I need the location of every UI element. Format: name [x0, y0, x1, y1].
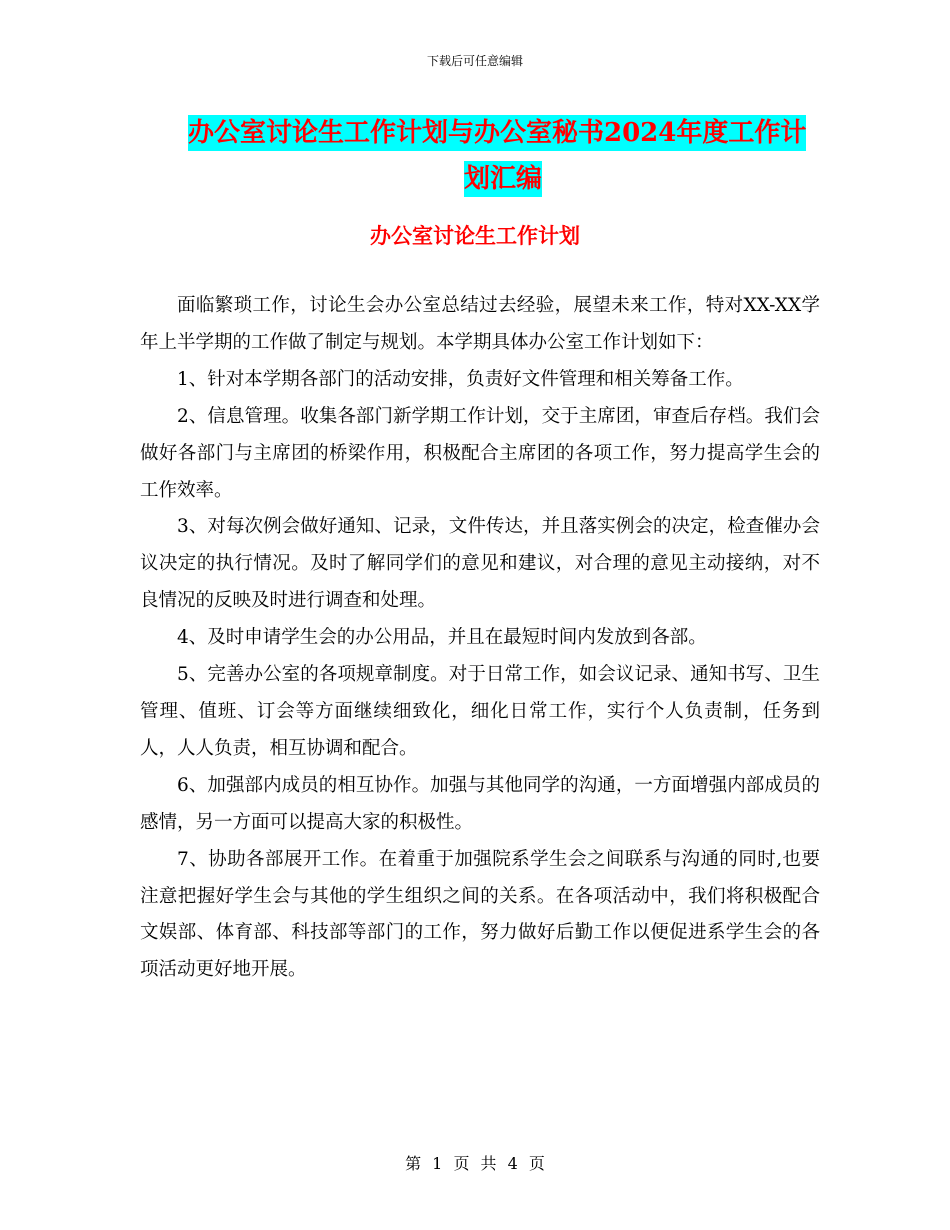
section-heading: 办公室讨论生工作计划 — [370, 223, 580, 248]
paragraph-item-6: 6、加强部内成员的相互协作。加强与其他同学的沟通，一方面增强内部成员的感情，另一方面可以提高大家的积极性。 — [140, 774, 820, 833]
paragraph-item-2: 2、信息管理。收集各部门新学期工作计划，交于主席团，审查后存档。我们会做好各部门与主席团的桥梁作用，积极配合主席团的各项工作，努力提高学生会的工作效率。 — [140, 405, 820, 501]
document-title-line-2 — [188, 156, 818, 202]
document-body — [140, 288, 820, 989]
paragraph-item-1: 1、针对本学期各部门的活动安排，负责好文件管理和相关筹备工作。 — [177, 368, 744, 390]
paragraph-item-7: 7、协助各部展开工作。在着重于加强院系学生会之间联系与沟通的同时,也要注意把握好学生会与其他的学生组织之间的关系。在各项活动中，我们将积极配合文娱部、体育部、科技部等部门的工作，努力做好后勤工作以便促进系学生会的各项活动更好地开展。 — [140, 848, 820, 981]
document-title-line-1 — [188, 110, 818, 156]
title-highlight: 办公室讨论生工作计划与办公室秘书2024年度工作计 — [188, 115, 806, 151]
paragraph-item-3: 3、对每次例会做好通知、记录，文件传达，并且落实例会的决定，检查催办会议决定的执行情况。及时了解同学们的意见和建议，对合理的意见主动接纳，对不良情况的反映及时进行调查和处理。 — [140, 516, 820, 612]
paragraph-item-4: 4、及时申请学生会的办公用品，并且在最短时间内发放到各部。 — [177, 627, 707, 649]
page-header-note: 下载后可任意编辑 — [426, 54, 523, 68]
page-number-footer: 第 1 页 共 4 页 — [405, 1154, 545, 1173]
paragraph-item-5: 5、完善办公室的各项规章制度。对于日常工作，如会议记录、通知书写、卫生管理、值班、订会等方面继续细致化，细化日常工作，实行个人负责制，任务到人，人人负责，相互协调和配合。 — [140, 664, 820, 759]
title-highlight: 划汇编 — [464, 161, 542, 197]
document-title — [188, 110, 818, 202]
paragraph-intro: 面临繁琐工作，讨论生会办公室总结过去经验，展望未来工作，特对XX-XX学年上半学期的工作做了制定与规划。本学期具体办公室工作计划如下： — [140, 295, 820, 353]
